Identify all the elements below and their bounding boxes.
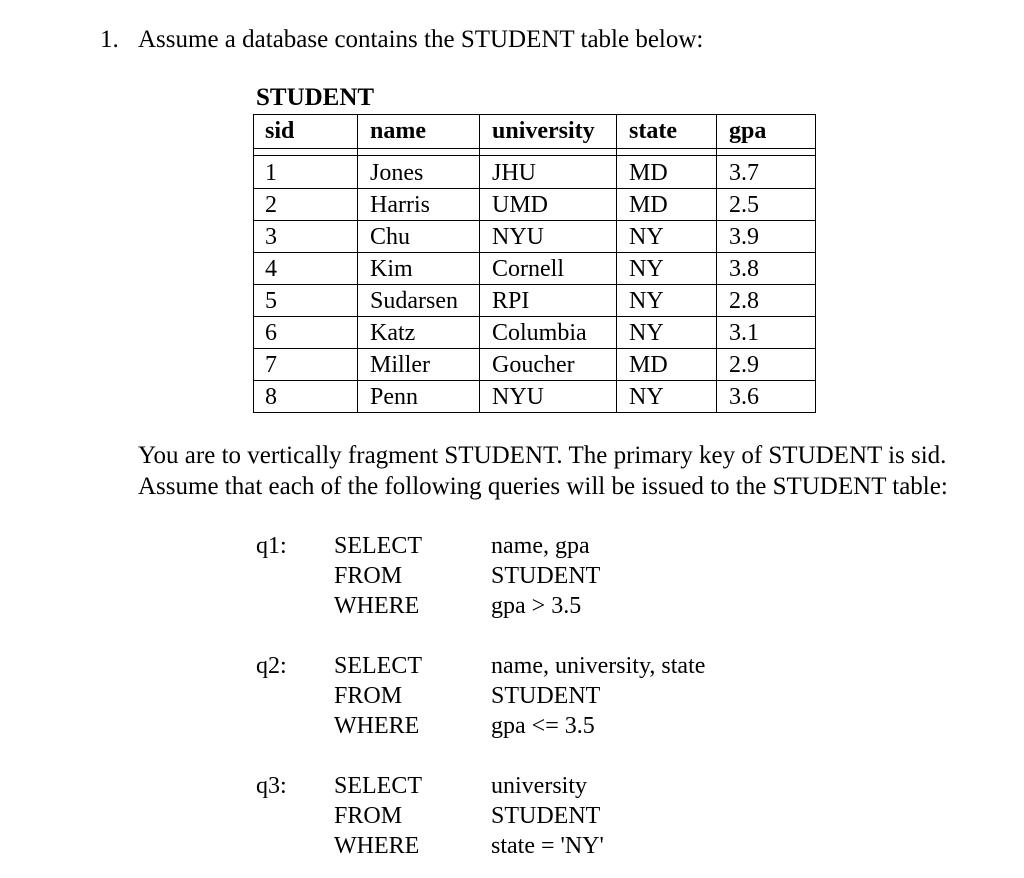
instructions-line-2: Assume that each of the following queries will be issued to the STUDENT table: [138, 473, 948, 500]
column-header-gpa: gpa [717, 115, 816, 149]
cell-name: Jones [358, 156, 480, 189]
cell-name: Penn [358, 381, 480, 413]
column-header-sid: sid [254, 115, 358, 149]
query-label: q1: [256, 533, 287, 559]
cell-sid: 2 [254, 189, 358, 221]
cell-university: NYU [480, 221, 617, 253]
cell-state: NY [617, 285, 717, 317]
instructions-line-1: You are to vertically fragment STUDENT. The primary key of STUDENT is sid. [138, 442, 947, 469]
table-title: STUDENT [256, 84, 375, 111]
cell-gpa: 2.5 [717, 189, 816, 221]
instructions-paragraph [138, 440, 948, 502]
select-keyword: SELECT [334, 653, 422, 679]
where-clause: gpa <= 3.5 [491, 713, 595, 739]
where-clause: gpa > 3.5 [491, 593, 582, 619]
from-keyword: FROM [334, 683, 403, 709]
cell-state: NY [617, 253, 717, 285]
cell-university: UMD [480, 189, 617, 221]
where-clause: state = 'NY' [491, 833, 604, 859]
cell-sid: 1 [254, 156, 358, 189]
cell-state: MD [617, 156, 717, 189]
cell-gpa: 2.9 [717, 349, 816, 381]
header-divider [254, 149, 816, 156]
cell-name: Chu [358, 221, 480, 253]
cell-name: Harris [358, 189, 480, 221]
cell-sid: 5 [254, 285, 358, 317]
where-keyword: WHERE [334, 833, 420, 859]
select-keyword: SELECT [334, 533, 422, 559]
from-keyword: FROM [334, 803, 403, 829]
question-number: 1. [100, 26, 119, 53]
student-table [253, 114, 816, 413]
from-clause: STUDENT [491, 803, 601, 829]
cell-gpa: 3.8 [717, 253, 816, 285]
cell-gpa: 2.8 [717, 285, 816, 317]
cell-university: Goucher [480, 349, 617, 381]
cell-university: NYU [480, 381, 617, 413]
table-row [254, 253, 816, 285]
table-row [254, 156, 816, 189]
cell-gpa: 3.9 [717, 221, 816, 253]
table-header-row [254, 115, 816, 149]
select-clause: name, gpa [491, 533, 590, 559]
question-heading [100, 26, 703, 54]
table-row [254, 285, 816, 317]
cell-university: JHU [480, 156, 617, 189]
select-clause: name, university, state [491, 653, 706, 679]
table-row [254, 317, 816, 349]
cell-name: Miller [358, 349, 480, 381]
table-row [254, 221, 816, 253]
select-clause: university [491, 773, 587, 799]
cell-state: NY [617, 317, 717, 349]
from-clause: STUDENT [491, 563, 601, 589]
cell-state: NY [617, 221, 717, 253]
cell-gpa: 3.6 [717, 381, 816, 413]
select-keyword: SELECT [334, 773, 422, 799]
where-keyword: WHERE [334, 713, 420, 739]
column-header-university: university [480, 115, 617, 149]
from-clause: STUDENT [491, 683, 601, 709]
cell-university: Cornell [480, 253, 617, 285]
cell-sid: 4 [254, 253, 358, 285]
cell-name: Kim [358, 253, 480, 285]
from-keyword: FROM [334, 563, 403, 589]
cell-gpa: 3.7 [717, 156, 816, 189]
cell-name: Sudarsen [358, 285, 480, 317]
cell-sid: 3 [254, 221, 358, 253]
cell-university: Columbia [480, 317, 617, 349]
table-row [254, 349, 816, 381]
table-row [254, 381, 816, 413]
cell-gpa: 3.1 [717, 317, 816, 349]
cell-state: MD [617, 349, 717, 381]
cell-state: MD [617, 189, 717, 221]
cell-sid: 8 [254, 381, 358, 413]
query-label: q3: [256, 773, 287, 799]
column-header-state: state [617, 115, 717, 149]
cell-university: RPI [480, 285, 617, 317]
cell-name: Katz [358, 317, 480, 349]
query-label: q2: [256, 653, 287, 679]
cell-sid: 7 [254, 349, 358, 381]
question-text: Assume a database contains the STUDENT table below: [138, 26, 704, 53]
column-header-name: name [358, 115, 480, 149]
where-keyword: WHERE [334, 593, 420, 619]
cell-state: NY [617, 381, 717, 413]
table-row [254, 189, 816, 221]
cell-sid: 6 [254, 317, 358, 349]
